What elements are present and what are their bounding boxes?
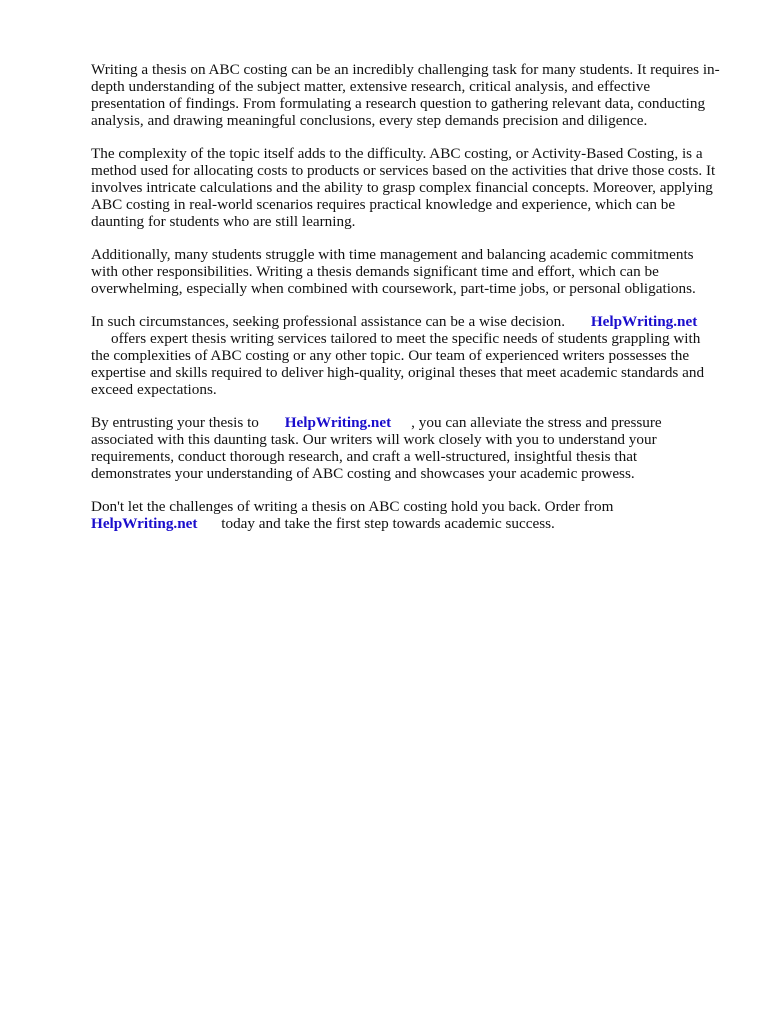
paragraph-text: By entrusting your thesis to [91, 414, 259, 431]
paragraph-entrusting [91, 414, 721, 482]
paragraph-intro: Writing a thesis on ABC costing can be an incredibly challenging task for many students. It requires in-depth understanding of the subject matter, extensive research, critical analysis, and effective presentation of findings. From formulating a research question to gathering relevant data, conducting analysis, and drawing meaningful conclusions, every step demands precision and diligence. [91, 61, 720, 129]
helpwriting-link[interactable]: HelpWriting.net [590, 313, 698, 330]
paragraph-text: today and take the first step towards academic success. [221, 515, 555, 532]
paragraph-text: In such circumstances, seeking professional assistance can be a wise decision. [91, 313, 566, 330]
helpwriting-link[interactable]: HelpWriting.net [284, 414, 392, 431]
document-body [91, 61, 721, 548]
paragraph-professional-assistance [91, 313, 721, 398]
paragraph-complexity: The complexity of the topic itself adds to the difficulty. ABC costing, or Activity-Based Costing, is a method used for allocating costs to products or services based on the activities that drive those costs. It involves intricate calculations and the ability to grasp complex financial concepts. Moreover, applying ABC costing in real-world scenarios requires practical knowledge and experience, which can be daunting for students who are still learning. [91, 145, 716, 230]
paragraph-call-to-action [91, 498, 721, 532]
paragraph-text: Don't let the challenges of writing a thesis on ABC costing hold you back. Order from [91, 498, 614, 515]
paragraph-text: , you can alleviate the stress and pressure associated with this daunting task. Our writers will work closely with you to understand your requirements, conduct thorough research, and craft a well-structured, insightful thesis that demonstrates your understanding of ABC costing and showcases your academic prowess. [91, 414, 662, 482]
paragraph-text: offers expert thesis writing services tailored to meet the specific needs of students grappling with the complexities of ABC costing or any other topic. Our team of experienced writers possesses the expertise and skills required to deliver high-quality, original theses that meet academic standards and exceed expectations. [91, 330, 705, 398]
helpwriting-link[interactable]: HelpWriting.net [91, 515, 198, 532]
paragraph-time-management: Additionally, many students struggle with time management and balancing academic commitments with other responsibilities. Writing a thesis demands significant time and effort, which can be overwhelming, especially when combined with coursework, part-time jobs, or personal obligations. [91, 246, 696, 297]
